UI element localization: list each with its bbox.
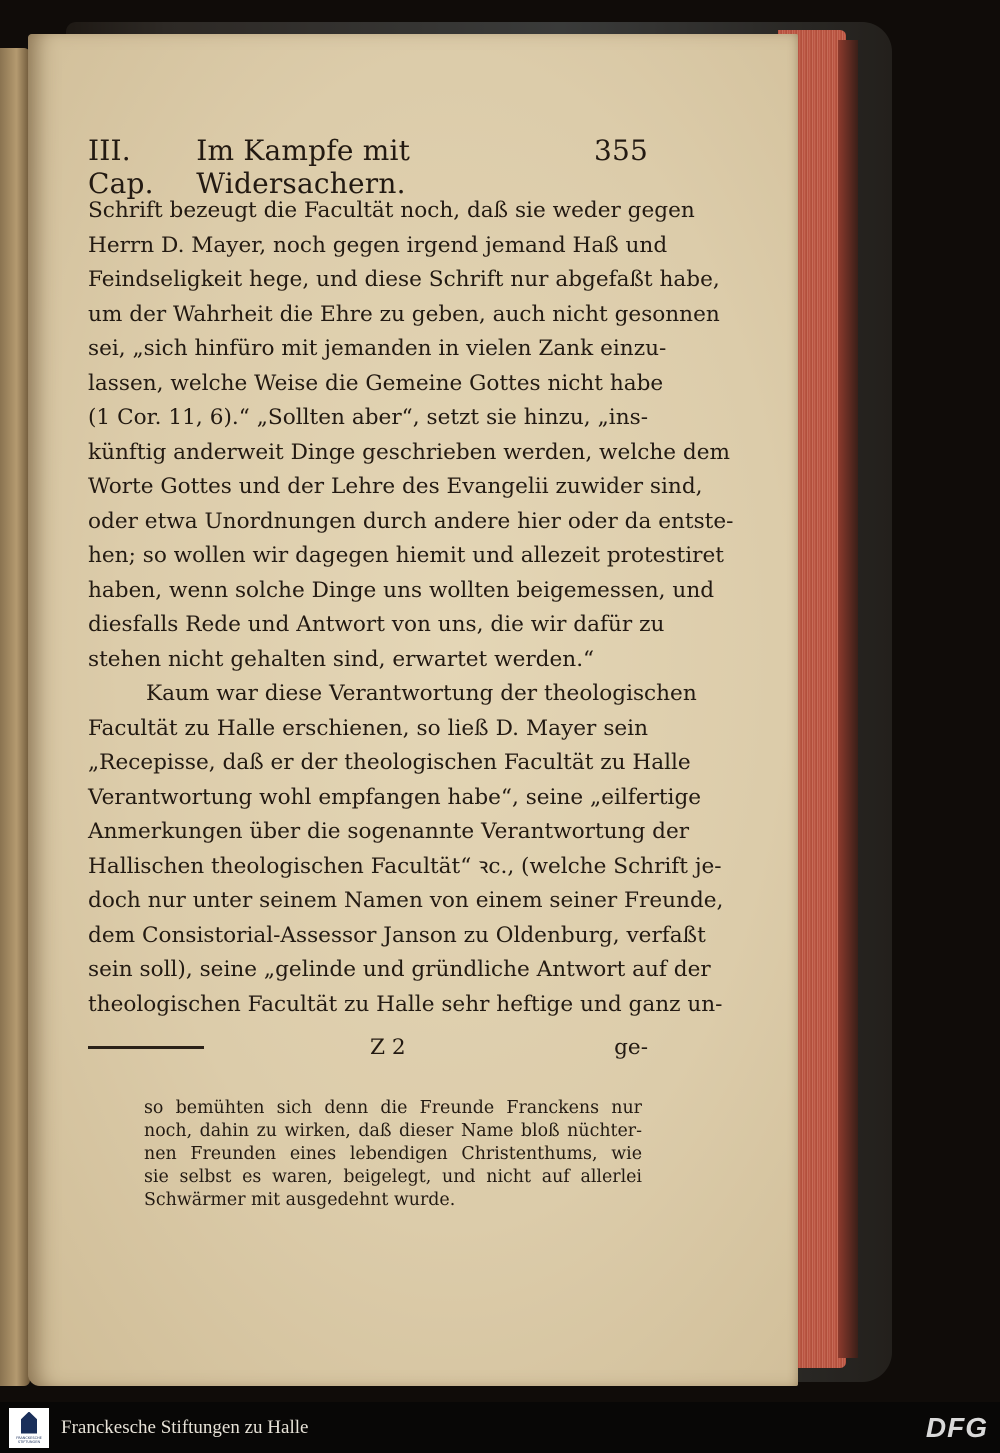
catchword: ge- [614,1034,648,1060]
text-line: Schrift bezeugt die Facultät noch, daß sie weder gegen [88,198,695,223]
text-line: oder etwa Unordnungen durch andere hier oder da entste- [88,508,734,534]
institution-name: Franckesche Stiftungen zu Halle [61,1416,309,1438]
page-edge-shadow [838,40,858,1358]
text-line: künftig anderweit Dinge geschrieben werden, welche dem [88,439,730,465]
text-line: Worte Gottes und der Lehre des Evangelii zuwider sind, [88,474,703,499]
facing-page-edge [0,48,30,1386]
book-page [28,34,798,1386]
running-title: Im Kampfe mit Widersachern. [196,134,411,200]
text-line: theologischen Facultät zu Halle sehr heftige und ganz un- [88,991,723,1017]
body-text [88,194,734,1022]
text-line: Feindseligkeit hege, und diese Schrift nur abgefaßt habe, [88,267,720,292]
text-line: sein soll), seine „gelinde und gründliche Antwort auf der [88,957,711,982]
institution-logo[interactable] [9,1408,49,1448]
footnote-line: so bemühten sich denn die Freunde Franckens nur [144,1098,642,1118]
orphanage-building-icon [21,1412,37,1434]
text-line: Hallischen theologischen Facultät“ ꝛc., (welche Schrift je- [88,853,722,879]
chapter-label: III. Cap. [88,134,154,200]
text-line: dem Consistorial-Assessor Janson zu Oldenburg, verfaßt [88,922,706,948]
text-line: hen; so wollen wir dagegen hiemit und allezeit protestiret [88,543,724,568]
text-line: Facultät zu Halle erschienen, so ließ D. Mayer sein [88,715,648,741]
paragraph-start-line: Kaum war diese Verantwortung der theologischen [146,681,697,706]
text-line: Verantwortung wohl empfangen habe“, seine „eilfertige [88,784,702,810]
page-number: 355 [593,134,648,167]
footnote-line: sie selbst es waren, beigelegt, und nicht auf allerlei [144,1167,642,1187]
footnote-line: Schwärmer mit ausgedehnt wurde. [144,1190,456,1210]
text-line: haben, wenn solche Dinge uns wollten beigemessen, und [88,577,715,603]
text-line: diesfalls Rede und Antwort von uns, die wir dafür zu [88,612,665,637]
text-line: um der Wahrheit die Ehre zu geben, auch nicht gesonnen [88,301,720,327]
logo-caption: FRANCKESCHE STIFTUNGEN [16,1435,42,1444]
signature-mark: Z 2 [370,1034,406,1060]
running-head [88,134,648,200]
viewer-footer [0,1402,1000,1453]
text-line: Anmerkungen über die sogenannte Verantwortung der [88,819,690,844]
text-line: lassen, welche Weise die Gemeine Gottes nicht habe [88,370,664,396]
text-line: stehen nicht gehalten sind, erwartet werden.“ [88,646,595,672]
text-line: sei, „sich hinfüro mit jemanden in vielen Zank einzu- [88,336,667,361]
catchline [88,1030,648,1064]
dfg-logo[interactable]: DFG [925,1411,988,1443]
text-line: (1 Cor. 11, 6).“ „Sollten aber“, setzt sie hinzu, „ins- [88,405,648,430]
footnote [144,1097,642,1212]
text-block [88,34,734,1386]
footnote-line: noch, dahin zu wirken, daß dieser Name bloß nüchter- [144,1121,642,1141]
footnote-line: nen Freunden eines lebendigen Christenthums, wie [144,1144,642,1164]
text-line: doch nur unter seinem Namen von einem seiner Freunde, [88,888,724,913]
text-line: „Recepisse, daß er der theologischen Facultät zu Halle [88,750,691,775]
text-line: Herrn D. Mayer, noch gegen irgend jemand Haß und [88,232,668,258]
footnote-rule [88,1046,204,1049]
